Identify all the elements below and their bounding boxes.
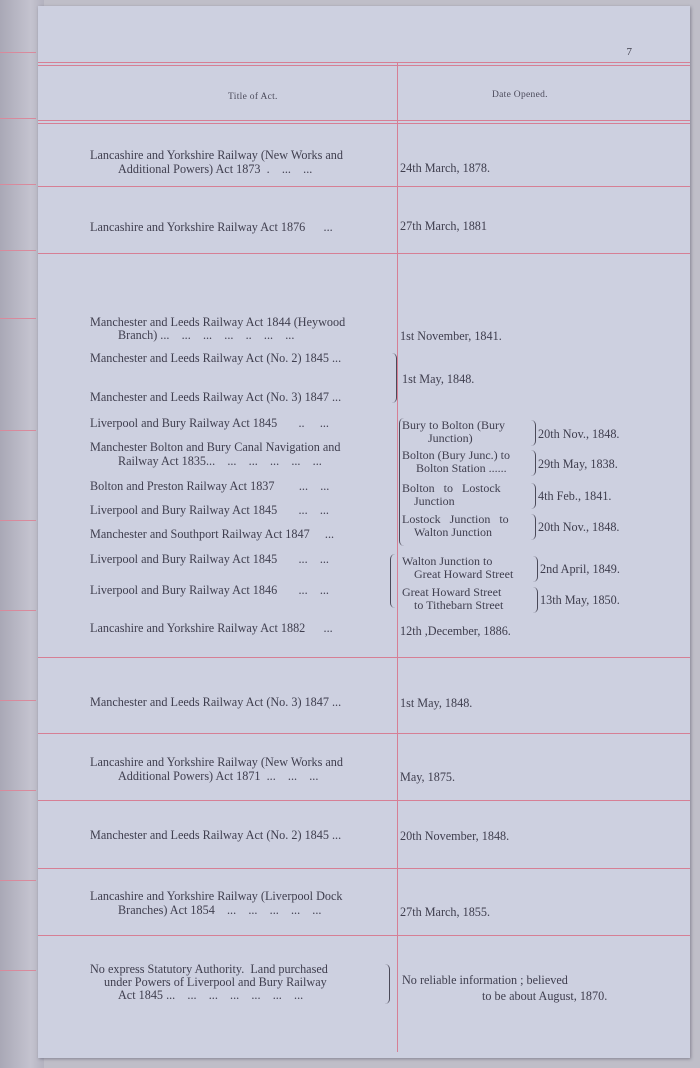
act-title: Additional Powers) Act 1871 ... ... ...	[118, 769, 319, 783]
date-opened: 1st November, 1841.	[400, 329, 502, 343]
act-title: Lancashire and Yorkshire Railway (Liverpool Dock	[90, 889, 343, 903]
header-top-rule	[38, 65, 690, 66]
margin-rule	[0, 610, 36, 611]
brace	[530, 483, 536, 509]
ledger-page	[38, 6, 690, 1058]
date-opened: 12th ,December, 1886.	[400, 624, 511, 638]
margin-rule	[0, 118, 36, 119]
date-opened: to be about August, 1870.	[482, 989, 608, 1003]
brace	[384, 964, 390, 1004]
act-title: Lancashire and Yorkshire Railway Act 1882 ...	[90, 621, 333, 635]
route-segment: Bury to Bolton (Bury	[402, 418, 506, 432]
margin-rule	[0, 52, 36, 53]
act-title: Branches) Act 1854 ... ... ... ... ...	[118, 903, 322, 917]
page-number: 7	[626, 46, 632, 58]
margin-rule	[0, 184, 36, 185]
act-title: Manchester and Leeds Railway Act (No. 2) 1845 ...	[90, 828, 342, 842]
act-title: Manchester and Leeds Railway Act (No. 2) 1845 ...	[90, 351, 342, 365]
brace	[391, 353, 397, 403]
date-opened: 20th Nov., 1848.	[538, 427, 620, 441]
date-opened: 24th March, 1878.	[400, 161, 491, 175]
act-title: Liverpool and Bury Railway Act 1845 .. ...	[90, 416, 329, 430]
act-title: Additional Powers) Act 1873 . ... ...	[118, 162, 313, 176]
section-rule	[38, 657, 690, 658]
brace	[532, 587, 538, 613]
act-title: Branch) ... ... ... ... .. ... ...	[118, 328, 295, 342]
section-rule	[38, 733, 690, 734]
section-rule	[38, 800, 690, 801]
brace	[390, 554, 396, 608]
route-segment: Great Howard Street	[402, 585, 502, 599]
brace	[530, 514, 536, 540]
act-title: Act 1845 ... ... ... ... ... ... ...	[118, 988, 304, 1002]
act-title: Manchester and Southport Railway Act 1847 ...	[90, 527, 335, 541]
act-title: Railway Act 1835... ... ... ... ... ...	[118, 454, 322, 468]
column-divider	[397, 62, 398, 1052]
act-title: Manchester and Leeds Railway Act (No. 3) 1847 ...	[90, 695, 342, 709]
date-opened: 27th March, 1881	[400, 219, 487, 233]
date-opened: 13th May, 1850.	[540, 593, 620, 607]
brace	[532, 556, 538, 582]
date-opened: 1st May, 1848.	[402, 372, 475, 386]
act-title: Manchester Bolton and Bury Canal Navigation and	[90, 440, 341, 454]
margin-rule	[0, 880, 36, 881]
date-opened: 20th November, 1848.	[400, 829, 510, 843]
margin-rule	[0, 970, 36, 971]
section-rule	[38, 868, 690, 869]
route-segment: Lostock Junction to	[402, 512, 509, 526]
act-title: Manchester and Leeds Railway Act (No. 3) 1847 ...	[90, 390, 342, 404]
act-title: Manchester and Leeds Railway Act 1844 (Heywood	[90, 315, 346, 329]
section-rule	[38, 186, 690, 187]
date-opened: 29th May, 1838.	[538, 457, 618, 471]
margin-rule	[0, 430, 36, 431]
route-segment: Junction)	[428, 431, 473, 445]
section-rule	[38, 253, 690, 254]
route-segment: Junction	[414, 494, 455, 508]
route-segment: to Tithebarn Street	[414, 598, 504, 612]
margin-rule	[0, 520, 36, 521]
date-opened: No reliable information ; believed	[402, 973, 568, 987]
margin-rule	[0, 250, 36, 251]
act-title: Lancashire and Yorkshire Railway (New Works and	[90, 755, 343, 769]
act-title: Bolton and Preston Railway Act 1837 ... ...	[90, 479, 330, 493]
date-opened: May, 1875.	[400, 770, 456, 784]
act-title: Liverpool and Bury Railway Act 1846 ... ...	[90, 583, 329, 597]
route-segment: Great Howard Street	[414, 567, 514, 581]
margin-rule	[0, 790, 36, 791]
date-opened: 20th Nov., 1848.	[538, 520, 620, 534]
act-title: under Powers of Liverpool and Bury Railway	[104, 975, 327, 989]
act-title: Liverpool and Bury Railway Act 1845 ... ...	[90, 503, 329, 517]
route-segment: Walton Junction to	[402, 554, 493, 568]
act-title: Lancashire and Yorkshire Railway Act 1876 ...	[90, 220, 333, 234]
act-title: Liverpool and Bury Railway Act 1845 ... ...	[90, 552, 329, 566]
route-segment: Walton Junction	[414, 525, 493, 539]
route-segment: Bolton Station ......	[416, 461, 507, 475]
route-segment: Bolton (Bury Junc.) to	[402, 448, 510, 462]
brace	[530, 450, 536, 476]
header-date-opened: Date Opened.	[492, 90, 548, 100]
date-opened: 27th March, 1855.	[400, 905, 491, 919]
brace	[530, 420, 536, 446]
header-bottom-rule	[38, 123, 690, 124]
header-title-of-act: Title of Act.	[228, 92, 278, 102]
margin-rule	[0, 318, 36, 319]
route-segment: Bolton to Lostock	[402, 481, 501, 495]
section-rule	[38, 935, 690, 936]
act-title: No express Statutory Authority. Land purchased	[90, 962, 328, 976]
margin-rule	[0, 700, 36, 701]
act-title: Lancashire and Yorkshire Railway (New Works and	[90, 148, 343, 162]
date-opened: 2nd April, 1849.	[540, 562, 620, 576]
date-opened: 1st May, 1848.	[400, 696, 473, 710]
date-opened: 4th Feb., 1841.	[538, 489, 612, 503]
